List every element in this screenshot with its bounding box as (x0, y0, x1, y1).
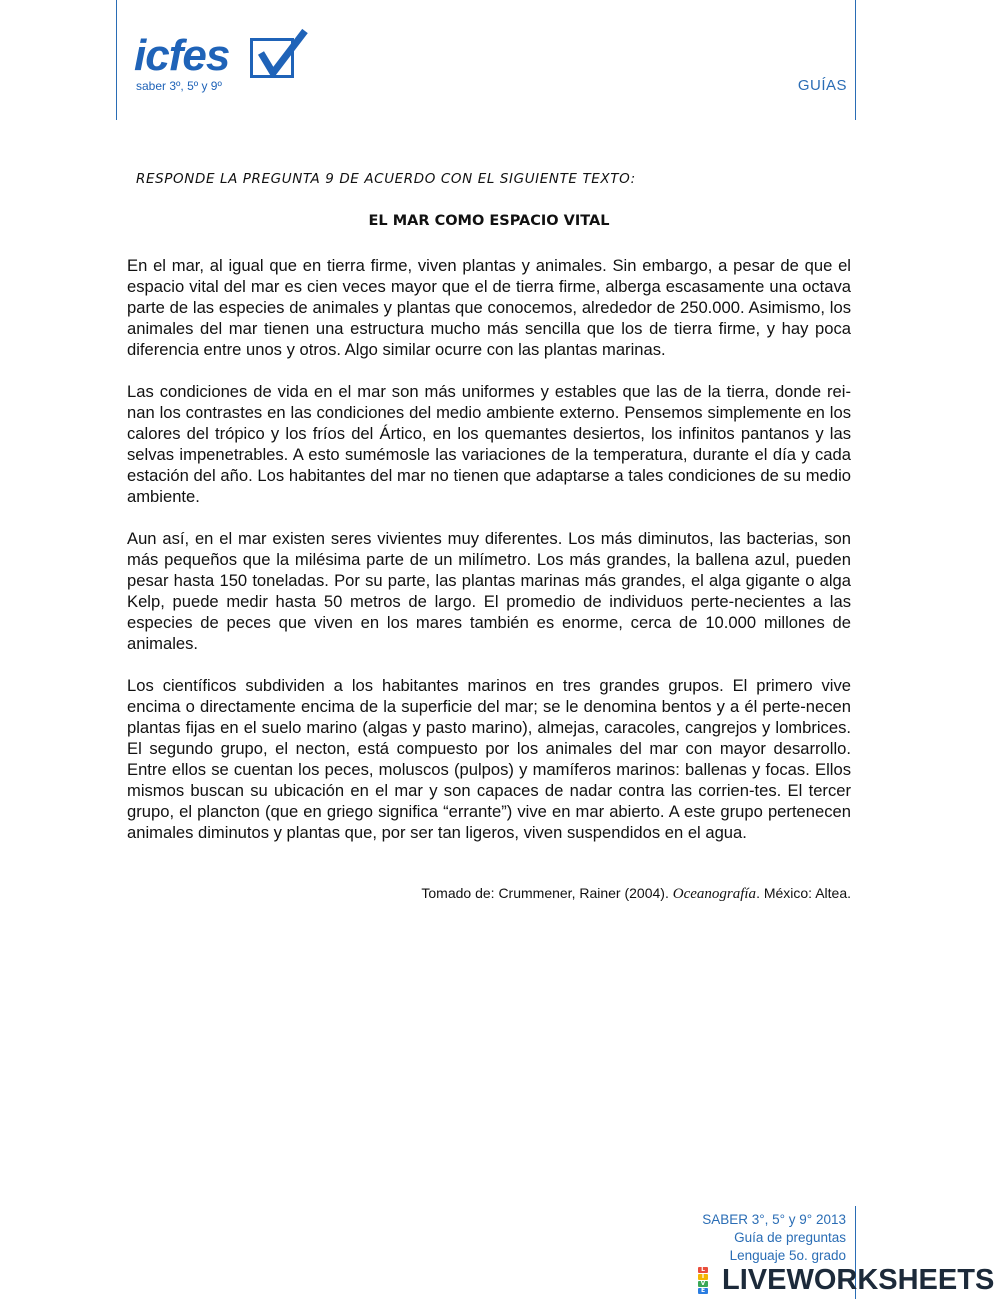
citation-book-title: Oceanografía (672, 886, 757, 902)
header-rule-right (855, 0, 856, 120)
footer-line-guide: Guía de preguntas (734, 1230, 846, 1245)
page-footer (702, 1211, 846, 1265)
checkmark-icon (250, 38, 294, 78)
citation-prefix: Tomado de: Crummener, Rainer (2004). (421, 885, 673, 901)
paragraph: Aun así, en el mar existen seres vivientes muy diferentes. Los más diminutos, las bacterias, son más pequeños que la milésima parte de un milímetro. Los más grandes, la ballena azul, pueden pesar hasta 150 toneladas. Por su parte, las plantas marinas más grandes, el alga gigante o alga Kelp, puede medir hasta 50 metros de largo. El promedio de individuos perte-necientes a las especies de peces que viven en los mares también es enorme, cerca de 10.000 millones de animales. (127, 529, 851, 653)
header-rule-left (116, 0, 117, 120)
logo-block: V (698, 1281, 708, 1287)
footer-line-subject: Lenguaje 5o. grado (729, 1248, 846, 1263)
question-instruction: RESPONDE LA PREGUNTA 9 DE ACUERDO CON EL SIGUIENTE TEXTO: (136, 171, 636, 187)
reading-title: EL MAR COMO ESPACIO VITAL (368, 213, 610, 229)
paragraph: Las condiciones de vida en el mar son más uniformes y estables que las de la tierra, donde rei-nan los contrastes en las condiciones del medio ambiente externo. Pensemos simplemente en los calores del trópico y los fríos del Ártico, en los quemantes desiertos, los infinitos pantanos y las selvas impenetrables. A esto sumémosle las variaciones de la temperatura, durante el día y cada estación del año. Los habitantes del mar no tienen que adaptarse a tales condiciones de su medio ambiente. (127, 382, 851, 506)
section-label: GUÍAS (797, 77, 847, 94)
logo-wordmark: icfes (134, 31, 230, 80)
source-citation (421, 885, 851, 903)
liveworksheets-logo-icon (698, 1267, 720, 1295)
footer-line-exam: SABER 3°, 5° y 9° 2013 (702, 1212, 846, 1227)
citation-suffix: . México: Altea. (756, 885, 851, 901)
logo-block: E (698, 1288, 708, 1294)
logo-block: I (698, 1274, 708, 1280)
paragraph: Los científicos subdividen a los habitantes marinos en tres grandes grupos. El primero vive encima o directamente encima de la superficie del mar; se le denomina bentos y a él perte-necen plantas fijas en el suelo marino (algas y pasto marino), almejas, caracoles, cangrejos y lombrices. El segundo grupo, el necton, está compuesto por los animales del mar con mayor desarrollo. Entre ellos se cuentan los peces, moluscos (pulpos) y mamíferos marinos: ballenas y focas. Ellos mismos buscan su ubicación en el mar y son capaces de nadar contra las corrien-tes. El tercer grupo, el plancton (que en griego significa “errante”) vive en mar abierto. A este grupo pertenecen animales diminutos y plantas que, por ser tan ligeros, viven suspendidos en el agua. (127, 676, 851, 842)
paragraph: En el mar, al igual que en tierra firme, viven plantas y animales. Sin embargo, a pesar de que el espacio vital del mar es cien veces mayor que el de tierra firme, alberga escasamente una octava parte de las especies de animales y plantas que conocemos, alrededor de 250.000. Asimismo, los animales del mar tienen una estructura mucho más sencilla que los de tierra firme, y hay poca diferencia entre unos y otros. Algo similar ocurre con las plantas marinas. (127, 256, 851, 359)
logo-block: L (698, 1267, 708, 1273)
reading-body (127, 255, 851, 864)
liveworksheets-watermark (698, 1263, 998, 1297)
logo-subtitle: saber 3º, 5º y 9º (136, 79, 222, 93)
icfes-logo (132, 32, 312, 102)
watermark-text: LIVEWORKSHEETS (722, 1264, 995, 1296)
